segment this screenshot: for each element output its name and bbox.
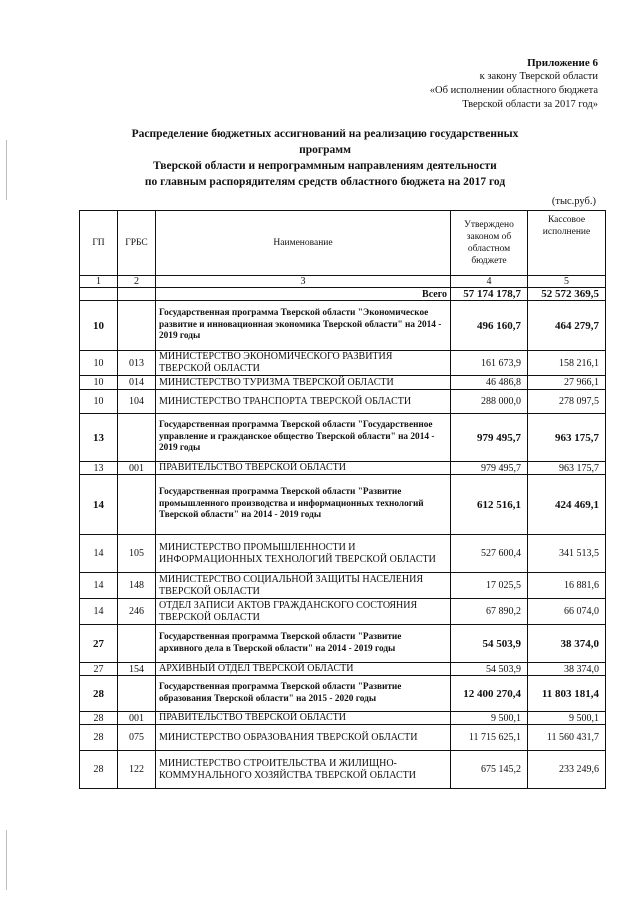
- grbs-cell: [118, 301, 156, 351]
- gp-cell: 10: [80, 351, 118, 376]
- appendix-header: [298, 56, 598, 112]
- header-gp: ГП: [80, 211, 118, 276]
- executed-cell: 963 175,7: [528, 414, 606, 462]
- col-number: 2: [118, 276, 156, 288]
- name-cell: МИНИСТЕРСТВО ОБРАЗОВАНИЯ ТВЕРСКОЙ ОБЛАСТИ: [156, 725, 451, 751]
- approved-cell: 67 890,2: [451, 599, 528, 625]
- grbs-cell: [118, 475, 156, 535]
- appendix-line: к закону Тверской области: [479, 71, 598, 82]
- approved-cell: 161 673,9: [451, 351, 528, 376]
- executed-cell: 66 074,0: [528, 599, 606, 625]
- executed-cell: 16 881,6: [528, 573, 606, 599]
- grbs-cell: [118, 414, 156, 462]
- col-number: 3: [156, 276, 451, 288]
- approved-cell: 54 503,9: [451, 663, 528, 676]
- grbs-cell: 075: [118, 725, 156, 751]
- ministry-row: [80, 462, 606, 475]
- total-label: Всего: [156, 288, 451, 301]
- total-row: [80, 288, 606, 301]
- header-grbs: ГРБС: [118, 211, 156, 276]
- gp-cell: 10: [80, 301, 118, 351]
- executed-cell: 464 279,7: [528, 301, 606, 351]
- name-cell: Государственная программа Тверской области "Развитие промышленного производства и информационных технологий Тверской области" на 2014 - 2019 годы: [156, 475, 451, 535]
- gp-cell: 28: [80, 712, 118, 725]
- budget-table: [79, 210, 606, 789]
- name-cell: ПРАВИТЕЛЬСТВО ТВЕРСКОЙ ОБЛАСТИ: [156, 712, 451, 725]
- executed-cell: 27 966,1: [528, 376, 606, 390]
- executed-cell: 233 249,6: [528, 751, 606, 789]
- gp-cell: 13: [80, 414, 118, 462]
- appendix-title: Приложение 6: [527, 57, 598, 69]
- table-body: [80, 301, 606, 789]
- ministry-row: [80, 712, 606, 725]
- executed-cell: 158 216,1: [528, 351, 606, 376]
- program-row: [80, 475, 606, 535]
- ministry-row: [80, 376, 606, 390]
- executed-cell: 278 097,5: [528, 390, 606, 414]
- title-line: Тверской области и непрограммным направлениям деятельности: [153, 160, 497, 172]
- approved-cell: 612 516,1: [451, 475, 528, 535]
- gp-cell: 10: [80, 376, 118, 390]
- total-approved: 57 174 178,7: [451, 288, 528, 301]
- grbs-cell: 104: [118, 390, 156, 414]
- approved-cell: 979 495,7: [451, 414, 528, 462]
- program-row: [80, 414, 606, 462]
- total-empty: [80, 288, 118, 301]
- grbs-cell: 001: [118, 462, 156, 475]
- program-row: [80, 625, 606, 663]
- approved-cell: 527 600,4: [451, 535, 528, 573]
- name-cell: МИНИСТЕРСТВО ТРАНСПОРТА ТВЕРСКОЙ ОБЛАСТИ: [156, 390, 451, 414]
- executed-cell: 341 513,5: [528, 535, 606, 573]
- name-cell: МИНИСТЕРСТВО СОЦИАЛЬНОЙ ЗАЩИТЫ НАСЕЛЕНИЯ ТВЕРСКОЙ ОБЛАСТИ: [156, 573, 451, 599]
- name-cell: ПРАВИТЕЛЬСТВО ТВЕРСКОЙ ОБЛАСТИ: [156, 462, 451, 475]
- approved-cell: 12 400 270,4: [451, 676, 528, 712]
- name-cell: Государственная программа Тверской области "Экономическое развитие и инновационная экономика Тверской области" на 2014 - 2019 годы: [156, 301, 451, 351]
- approved-cell: 288 000,0: [451, 390, 528, 414]
- approved-cell: 9 500,1: [451, 712, 528, 725]
- col-number: 1: [80, 276, 118, 288]
- gp-cell: 14: [80, 599, 118, 625]
- gp-cell: 27: [80, 663, 118, 676]
- gp-cell: 27: [80, 625, 118, 663]
- units-label: (тыс.руб.): [551, 196, 596, 207]
- gp-cell: 14: [80, 475, 118, 535]
- executed-cell: 9 500,1: [528, 712, 606, 725]
- gp-cell: 14: [80, 573, 118, 599]
- grbs-cell: 013: [118, 351, 156, 376]
- appendix-line: «Об исполнении областного бюджета: [429, 85, 598, 96]
- approved-cell: 11 715 625,1: [451, 725, 528, 751]
- header-row: [80, 211, 606, 276]
- header-approved: Утверждено законом об областном бюджете: [451, 211, 528, 276]
- appendix-line: Тверской области за 2017 год»: [462, 99, 598, 110]
- column-number-row: [80, 276, 606, 288]
- ministry-row: [80, 663, 606, 676]
- gp-cell: 13: [80, 462, 118, 475]
- program-row: [80, 676, 606, 712]
- title-line: Распределение бюджетных ассигнований на реализацию государственных: [131, 128, 519, 140]
- name-cell: Государственная программа Тверской области "Развитие образования Тверской области" на 2015 - 2020 годы: [156, 676, 451, 712]
- name-cell: Государственная программа Тверской области "Государственное управление и гражданское общество Тверской области" на 2014 - 2019 годы: [156, 414, 451, 462]
- executed-cell: 963 175,7: [528, 462, 606, 475]
- executed-cell: 38 374,0: [528, 663, 606, 676]
- title-line: по главным распорядителям средств областного бюджета на 2017 год: [144, 176, 506, 188]
- grbs-cell: 001: [118, 712, 156, 725]
- gp-cell: 14: [80, 535, 118, 573]
- ministry-row: [80, 751, 606, 789]
- name-cell: МИНИСТЕРСТВО ТУРИЗМА ТВЕРСКОЙ ОБЛАСТИ: [156, 376, 451, 390]
- approved-cell: 54 503,9: [451, 625, 528, 663]
- grbs-cell: [118, 676, 156, 712]
- approved-cell: 979 495,7: [451, 462, 528, 475]
- approved-cell: 675 145,2: [451, 751, 528, 789]
- executed-cell: 38 374,0: [528, 625, 606, 663]
- name-cell: АРХИВНЫЙ ОТДЕЛ ТВЕРСКОЙ ОБЛАСТИ: [156, 663, 451, 676]
- col-number: 5: [528, 276, 606, 288]
- grbs-cell: 122: [118, 751, 156, 789]
- gp-cell: 10: [80, 390, 118, 414]
- executed-cell: 424 469,1: [528, 475, 606, 535]
- ministry-row: [80, 573, 606, 599]
- total-empty: [118, 288, 156, 301]
- total-executed: 52 572 369,5: [528, 288, 606, 301]
- grbs-cell: 154: [118, 663, 156, 676]
- scan-edge-mark: [6, 140, 7, 200]
- header-name: Наименование: [156, 211, 451, 276]
- executed-cell: 11 803 181,4: [528, 676, 606, 712]
- ministry-row: [80, 351, 606, 376]
- grbs-cell: 148: [118, 573, 156, 599]
- name-cell: ОТДЕЛ ЗАПИСИ АКТОВ ГРАЖДАНСКОГО СОСТОЯНИЯ ТВЕРСКОЙ ОБЛАСТИ: [156, 599, 451, 625]
- approved-cell: 496 160,7: [451, 301, 528, 351]
- col-number: 4: [451, 276, 528, 288]
- ministry-row: [80, 599, 606, 625]
- document-title: [90, 126, 560, 190]
- executed-cell: 11 560 431,7: [528, 725, 606, 751]
- ministry-row: [80, 725, 606, 751]
- approved-cell: 46 486,8: [451, 376, 528, 390]
- grbs-cell: 105: [118, 535, 156, 573]
- header-executed: Кассовое исполнение: [528, 211, 606, 276]
- grbs-cell: 014: [118, 376, 156, 390]
- ministry-row: [80, 390, 606, 414]
- name-cell: Государственная программа Тверской области "Развитие архивного дела в Тверской области" на 2014 - 2019 годы: [156, 625, 451, 663]
- ministry-row: [80, 535, 606, 573]
- name-cell: МИНИСТЕРСТВО СТРОИТЕЛЬСТВА И ЖИЛИЩНО-КОММУНАЛЬНОГО ХОЗЯЙСТВА ТВЕРСКОЙ ОБЛАСТИ: [156, 751, 451, 789]
- name-cell: МИНИСТЕРСТВО ПРОМЫШЛЕННОСТИ И ИНФОРМАЦИОННЫХ ТЕХНОЛОГИЙ ТВЕРСКОЙ ОБЛАСТИ: [156, 535, 451, 573]
- title-line: программ: [299, 144, 351, 156]
- grbs-cell: 246: [118, 599, 156, 625]
- grbs-cell: [118, 625, 156, 663]
- gp-cell: 28: [80, 676, 118, 712]
- gp-cell: 28: [80, 725, 118, 751]
- approved-cell: 17 025,5: [451, 573, 528, 599]
- scan-edge-mark: [6, 830, 7, 890]
- program-row: [80, 301, 606, 351]
- gp-cell: 28: [80, 751, 118, 789]
- name-cell: МИНИСТЕРСТВО ЭКОНОМИЧЕСКОГО РАЗВИТИЯ ТВЕРСКОЙ ОБЛАСТИ: [156, 351, 451, 376]
